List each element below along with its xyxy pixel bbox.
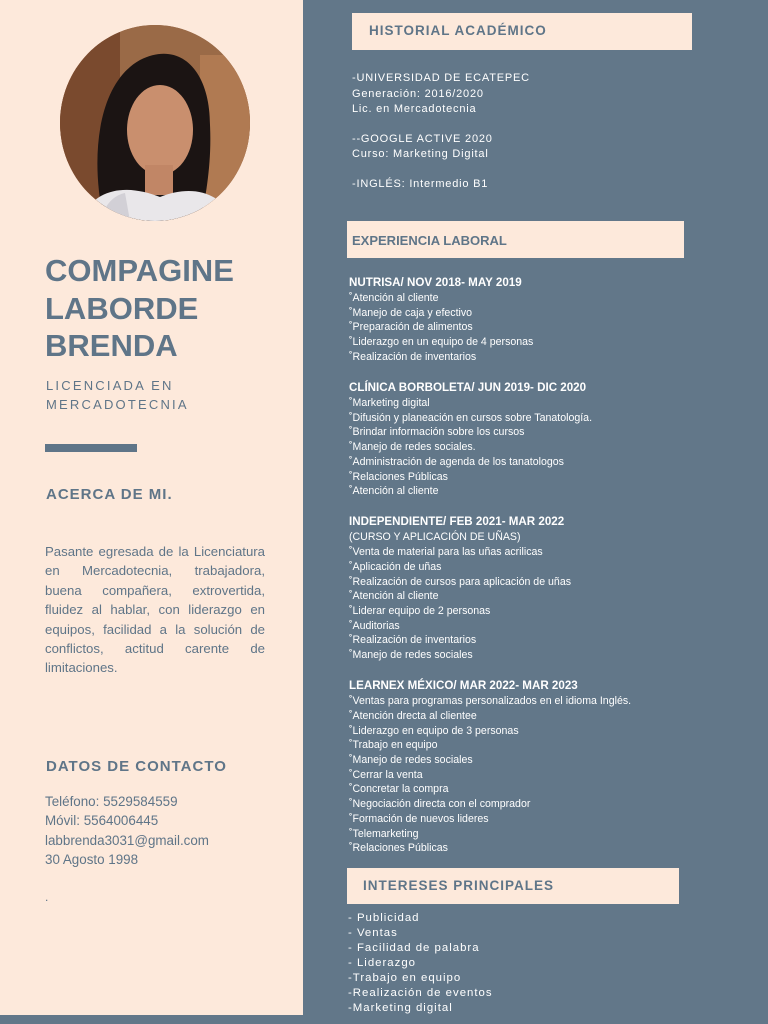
job-entry (349, 380, 631, 499)
job-duty: ˚Formación de nuevos lideres (349, 812, 489, 825)
job-title: INDEPENDIENTE/ FEB 2021- MAR 2022 (349, 515, 565, 529)
job-duty: ˚Realización de inventarios (349, 350, 477, 363)
job-duty: ˚Negociación directa con el comprador (349, 798, 531, 811)
contact-email: labbrenda3031@gmail.com (45, 832, 209, 848)
experience-heading: EXPERIENCIA LABORAL (347, 221, 684, 258)
interest-item: - Facilidad de palabra (348, 942, 480, 954)
job-title: NUTRISA/ NOV 2018- MAY 2019 (349, 276, 522, 289)
job-duty: ˚Trabajo en equipo (349, 739, 438, 752)
name-line-3: BRENDA (45, 328, 178, 363)
interest-item: -Trabajo en equipo (348, 972, 462, 984)
academic-group (352, 71, 530, 118)
divider-bar (45, 444, 137, 452)
job-entry (349, 678, 631, 856)
contact-mobile: Móvil: 5564006445 (45, 813, 159, 829)
job-duty: ˚Ventas para programas personalizados en el idioma Inglés. (349, 695, 632, 708)
job-duty: ˚Aplicación de uñas (349, 560, 442, 573)
job-subtitle: (CURSO Y APLICACIÓN DE UÑAS) (349, 531, 521, 544)
academic-line: --GOOGLE ACTIVE 2020 (352, 132, 493, 145)
job-duty: ˚Liderazgo en un equipo de 4 personas (349, 336, 534, 349)
job-entry (349, 275, 631, 365)
academic-line: Generación: 2016/2020 (352, 87, 484, 100)
job-duty: ˚Realización de cursos para aplicación de uñas (349, 575, 572, 588)
contact-phone: Teléfono: 5529584559 (45, 794, 178, 809)
contact-heading: DATOS DE CONTACTO (46, 758, 227, 775)
job-duty: ˚Brindar información sobre los cursos (349, 426, 525, 439)
job-duty: ˚Realización de inventarios (349, 634, 477, 647)
academic-list (352, 71, 530, 206)
job-duty: ˚Auditorias (349, 619, 400, 632)
academic-heading: HISTORIAL ACADÉMICO (352, 13, 692, 50)
job-duty: ˚Manejo de redes sociales. (349, 441, 476, 454)
job-title: LEARNEX MÉXICO/ MAR 2022- MAR 2023 (349, 679, 578, 693)
job-duty: ˚Relaciones Públicas (349, 842, 448, 855)
contact-birthdate: 30 Agosto 1998 (45, 852, 139, 868)
interests-heading: INTERESES PRINCIPALES (347, 868, 679, 904)
subtitle-line-2: MERCADOTECNIA (46, 397, 189, 412)
interests-list (348, 911, 493, 1016)
job-duty: ˚Cerrar la venta (349, 768, 423, 781)
academic-line: Lic. en Mercadotecnia (352, 103, 477, 115)
job-duty: ˚Marketing digital (349, 397, 430, 410)
interest-item: - Liderazgo (348, 957, 416, 969)
job-title: CLÍNICA BORBOLETA/ JUN 2019- DIC 2020 (349, 381, 587, 395)
job-duty: ˚Manejo de caja y efectivo (349, 306, 473, 319)
job-duty: ˚Liderazgo en equipo de 3 personas (349, 724, 519, 737)
job-duty: ˚Liderar equipo de 2 personas (349, 604, 491, 617)
job-duty: ˚Venta de material para las uñas acrilicas (349, 546, 543, 559)
job-duty: ˚Atención al cliente (349, 590, 439, 603)
job-duty: ˚Atención al cliente (349, 485, 439, 498)
left-column (0, 0, 303, 1015)
profession-subtitle (46, 376, 286, 414)
trailing-dot: . (45, 890, 49, 904)
profile-photo (60, 25, 250, 221)
job-duty: ˚Manejo de redes sociales (349, 649, 473, 662)
job-duty: ˚Preparación de alimentos (349, 321, 473, 334)
experience-list (349, 275, 631, 872)
full-name (45, 252, 285, 365)
name-line-1: COMPAGINE (45, 253, 234, 288)
job-entry (349, 514, 631, 662)
job-duty: ˚Manejo de redes sociales (349, 754, 473, 767)
academic-line: Curso: Marketing Digital (352, 148, 489, 160)
job-duty: ˚Atención al cliente (349, 292, 439, 304)
academic-group (352, 132, 530, 163)
interest-item: - Publicidad (348, 912, 420, 924)
contact-list (45, 792, 209, 870)
interest-item: -Realización de eventos (348, 987, 493, 999)
job-duty: ˚Atención drecta al clientee (349, 709, 477, 722)
job-duty: ˚Administración de agenda de los tanatologos (349, 455, 564, 468)
about-heading: ACERCA DE MI. (46, 486, 173, 503)
job-duty: ˚Difusión y planeación en cursos sobre Tanatología. (349, 411, 593, 424)
job-duty: ˚Telemarketing (349, 827, 419, 840)
academic-group (352, 177, 530, 193)
academic-line: -UNIVERSIDAD DE ECATEPEC (352, 72, 530, 84)
interest-item: - Ventas (348, 927, 398, 939)
job-duty: ˚Relaciones Públicas (349, 470, 448, 483)
job-duty: ˚Concretar la compra (349, 783, 449, 796)
name-line-2: LABORDE (45, 290, 199, 326)
about-text: Pasante egresada de la Licenciatura en Mercadotecnia, trabajadora, buena compañera, extrovertida, fluidez al hablar, con liderazgo en equipos, facilidad a la solución de conflictos, actitud carente de limitaciones. (45, 544, 265, 676)
academic-line: -INGLÉS: Intermedio B1 (352, 177, 489, 190)
subtitle-line-1: LICENCIADA EN (46, 378, 174, 393)
interest-item: -Marketing digital (348, 1002, 453, 1014)
